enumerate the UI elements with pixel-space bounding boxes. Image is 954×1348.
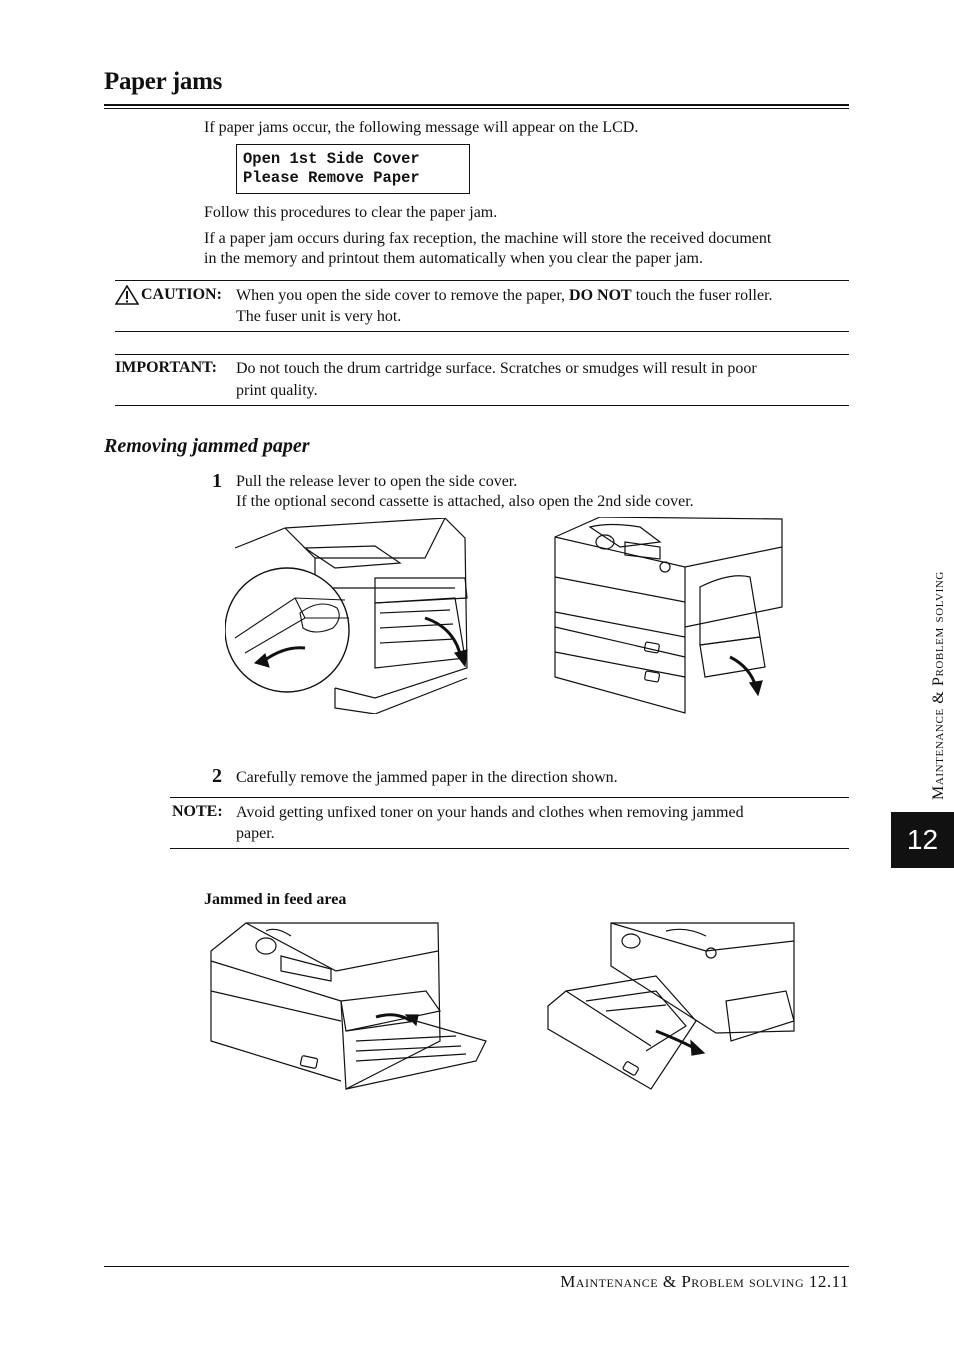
step-1-number: 1 bbox=[212, 470, 222, 492]
second-cassette-illustration bbox=[550, 517, 786, 715]
lcd-message bbox=[236, 144, 470, 194]
important-bottom-rule bbox=[115, 405, 849, 406]
section-heading: Removing jammed paper bbox=[104, 435, 310, 457]
lcd-line-1: Open 1st Side Cover bbox=[243, 150, 420, 168]
side-section-label: Maintenance & Problem solving bbox=[930, 571, 947, 800]
footer-rule bbox=[104, 1266, 849, 1267]
note-bottom-rule bbox=[170, 848, 849, 849]
page-footer: Maintenance & Problem solving 12.11 bbox=[560, 1272, 849, 1291]
caution-label: CAUTION: bbox=[141, 286, 222, 303]
caution-top-rule bbox=[115, 280, 849, 281]
step-2-text: Carefully remove the jammed paper in the direction shown. bbox=[236, 769, 618, 786]
side-cover-illustration bbox=[225, 518, 475, 714]
fax-text-2: in the memory and printout them automatically when you clear the paper jam. bbox=[204, 250, 703, 267]
title-rule bbox=[104, 104, 849, 106]
feed-area-heading: Jammed in feed area bbox=[204, 891, 347, 908]
caution-text bbox=[236, 286, 773, 306]
note-text-1: Avoid getting unfixed toner on your hands and clothes when removing jammed bbox=[236, 804, 744, 821]
chapter-tab: 12 bbox=[891, 812, 954, 868]
warning-icon bbox=[115, 285, 139, 305]
caution-bottom-rule bbox=[115, 331, 849, 332]
title-rule-thin bbox=[104, 108, 849, 109]
step-2-number: 2 bbox=[212, 765, 222, 787]
page-title: Paper jams bbox=[104, 68, 223, 95]
caution-do-not: DO NOT bbox=[569, 287, 632, 304]
follow-text: Follow this procedures to clear the paper jam. bbox=[204, 204, 498, 221]
important-top-rule bbox=[115, 354, 849, 355]
caution-text-a: When you open the side cover to remove the paper, bbox=[236, 287, 566, 304]
step-1-text-1: Pull the release lever to open the side cover. bbox=[236, 473, 518, 490]
important-text-1: Do not touch the drum cartridge surface. Scratches or smudges will result in poor bbox=[236, 360, 757, 377]
important-text-2: print quality. bbox=[236, 382, 318, 399]
caution-text-2: The fuser unit is very hot. bbox=[236, 308, 402, 325]
feed-area-illustration bbox=[206, 921, 488, 1093]
note-top-rule bbox=[170, 797, 849, 798]
important-label: IMPORTANT: bbox=[115, 359, 217, 376]
step-1-text-2: If the optional second cassette is attached, also open the 2nd side cover. bbox=[236, 493, 694, 510]
caution-text-b: touch the fuser roller. bbox=[635, 287, 773, 304]
lcd-line-2: Please Remove Paper bbox=[243, 169, 420, 187]
fax-text-1: If a paper jam occurs during fax reception, the machine will store the received document bbox=[204, 230, 772, 247]
note-label: NOTE: bbox=[172, 803, 223, 820]
note-text-2: paper. bbox=[236, 825, 275, 842]
cassette-illustration bbox=[546, 921, 798, 1091]
intro-text: If paper jams occur, the following message will appear on the LCD. bbox=[204, 119, 639, 136]
